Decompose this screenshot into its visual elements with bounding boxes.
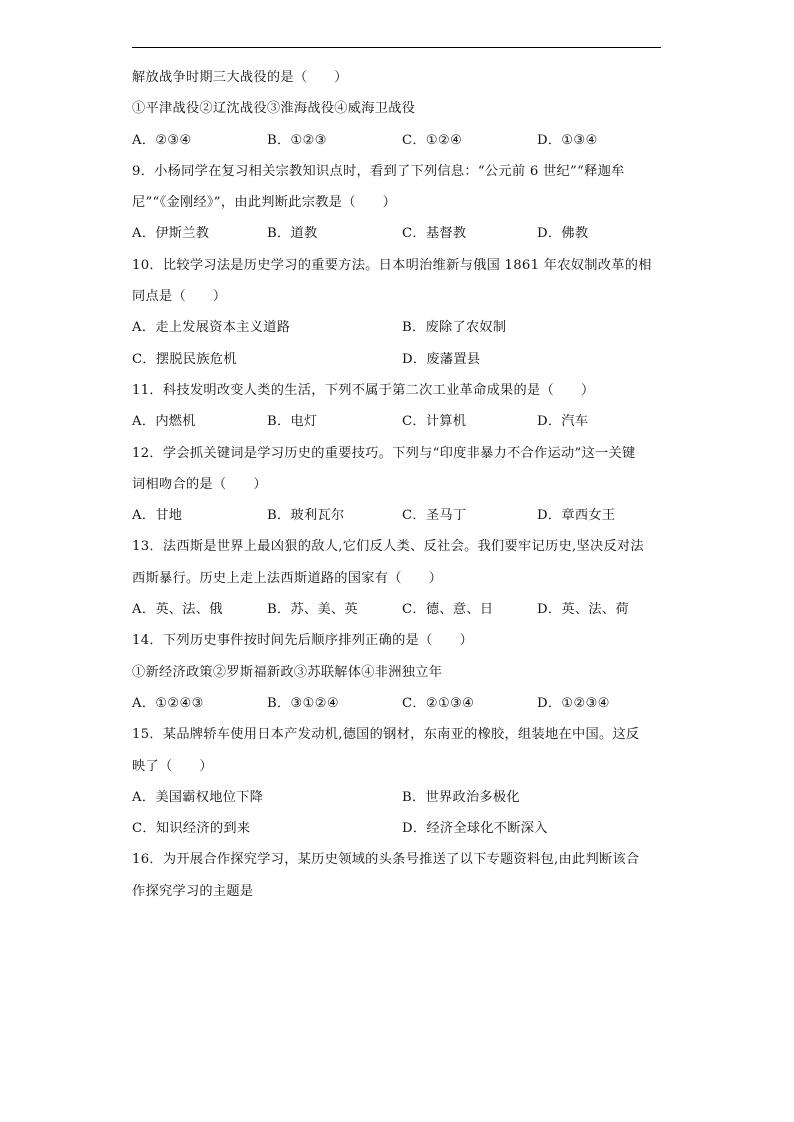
option-a: A．①②④③ bbox=[132, 695, 204, 711]
option-d: D．①②③④ bbox=[537, 695, 610, 711]
question-q15 bbox=[132, 719, 672, 844]
option-a: A．伊斯兰教 bbox=[132, 226, 210, 242]
question-stem-line: 尼”“《金刚经》”，由此判断此宗教是（ ） bbox=[132, 195, 397, 211]
option-a: A．②③④ bbox=[132, 132, 192, 148]
option-a: A．美国霸权地位下降 bbox=[132, 789, 264, 805]
options-row bbox=[132, 688, 672, 719]
question-list bbox=[132, 156, 672, 907]
question-8-continuation bbox=[132, 62, 672, 156]
options-row bbox=[132, 782, 672, 813]
option-b: B．电灯 bbox=[267, 414, 318, 430]
option-d: D．佛教 bbox=[537, 226, 589, 242]
question-stem-line: 映了（ ） bbox=[132, 758, 213, 774]
options-row bbox=[132, 125, 672, 156]
option-c: C．①②④ bbox=[402, 132, 463, 148]
option-a: A．甘地 bbox=[132, 508, 183, 524]
question-stem-line: ①新经济政策②罗斯福新政③苏联解体④非洲独立年 bbox=[132, 664, 443, 680]
question-stem-line: 11．科技发明改变人类的生活，下列不属于第二次工业革命成果的是（ ） bbox=[132, 382, 595, 398]
question-stem-line: 15．某品牌轿车使用日本产发动机,德国的钢材，东南亚的橡胶，组装地在中国。这反 bbox=[132, 727, 640, 743]
options-row bbox=[132, 500, 672, 531]
option-b: B．废除了农奴制 bbox=[402, 320, 507, 336]
exam-content bbox=[132, 62, 672, 907]
option-c: C．基督教 bbox=[402, 226, 467, 242]
question-q10 bbox=[132, 250, 672, 375]
option-d: D．废藩置县 bbox=[402, 351, 481, 367]
question-stem-line: 词相吻合的是（ ） bbox=[132, 476, 267, 492]
question-q16 bbox=[132, 844, 672, 907]
question-q12 bbox=[132, 438, 672, 532]
option-d: D．英、法、荷 bbox=[537, 602, 629, 618]
option-c: C．德、意、日 bbox=[402, 602, 494, 618]
question-q9 bbox=[132, 156, 672, 250]
option-d: D．经济全球化不断深入 bbox=[402, 821, 548, 837]
question-stem-line: 13．法西斯是世界上最凶狠的敌人,它们反人类、反社会。我们要牢记历史,坚决反对法 bbox=[132, 539, 644, 555]
option-c: C．②①③④ bbox=[402, 695, 475, 711]
option-b: B．③①②④ bbox=[267, 695, 339, 711]
options-row bbox=[132, 312, 672, 343]
question-sub-line: ①平津战役②辽沈战役③淮海战役④威海卫战役 bbox=[132, 101, 416, 117]
question-stem-line: 解放战争时期三大战役的是（ ） bbox=[132, 70, 348, 85]
option-b: B．道教 bbox=[267, 226, 318, 242]
question-stem-line: 同点是（ ） bbox=[132, 289, 227, 305]
question-stem-line: 作探究学习的主题是 bbox=[132, 883, 254, 899]
options-row bbox=[132, 406, 672, 437]
option-b: B．苏、美、英 bbox=[267, 602, 358, 618]
question-stem-line: 9．小杨同学在复习相关宗教知识点时，看到了下列信息：“公元前 6 世纪”“释迦牟 bbox=[132, 163, 625, 179]
question-q13 bbox=[132, 531, 672, 625]
option-d: D．汽车 bbox=[537, 414, 589, 430]
question-stem-line: 14．下列历史事件按时间先后顺序排列正确的是（ ） bbox=[132, 633, 474, 649]
question-stem-line: 12．学会抓关键词是学习历史的重要技巧。下列与“印度非暴力不合作运动”这一关键 bbox=[132, 445, 636, 461]
question-stem-line: 10．比较学习法是历史学习的重要方法。日本明治维新与俄国 1861 年农奴制改革的相 bbox=[132, 257, 652, 273]
option-d: D．章西女王 bbox=[537, 508, 616, 524]
option-d: D．①③④ bbox=[537, 132, 598, 148]
question-stem-line: 西斯暴行。历史上走上法西斯道路的国家有（ ） bbox=[132, 570, 443, 586]
options-row bbox=[132, 813, 672, 844]
question-q11 bbox=[132, 375, 672, 438]
options-row bbox=[132, 594, 672, 625]
option-a: A．走上发展资本主义道路 bbox=[132, 320, 291, 336]
option-b: B．世界政治多极化 bbox=[402, 789, 520, 805]
question-q14 bbox=[132, 625, 672, 719]
header-rule bbox=[132, 47, 661, 48]
option-c: C．知识经济的到来 bbox=[132, 821, 251, 837]
option-b: B．①②③ bbox=[267, 132, 327, 148]
question-stem-line: 16．为开展合作探究学习，某历史领域的头条号推送了以下专题资料包,由此判断该合 bbox=[132, 852, 640, 868]
option-a: A．英、法、俄 bbox=[132, 602, 223, 618]
option-c: C．计算机 bbox=[402, 414, 467, 430]
option-b: B．玻利瓦尔 bbox=[267, 508, 345, 524]
options-row bbox=[132, 344, 672, 375]
options-row bbox=[132, 218, 672, 249]
option-c: C．圣马丁 bbox=[402, 508, 467, 524]
option-c: C．摆脱民族危机 bbox=[132, 351, 237, 367]
option-a: A．内燃机 bbox=[132, 414, 196, 430]
